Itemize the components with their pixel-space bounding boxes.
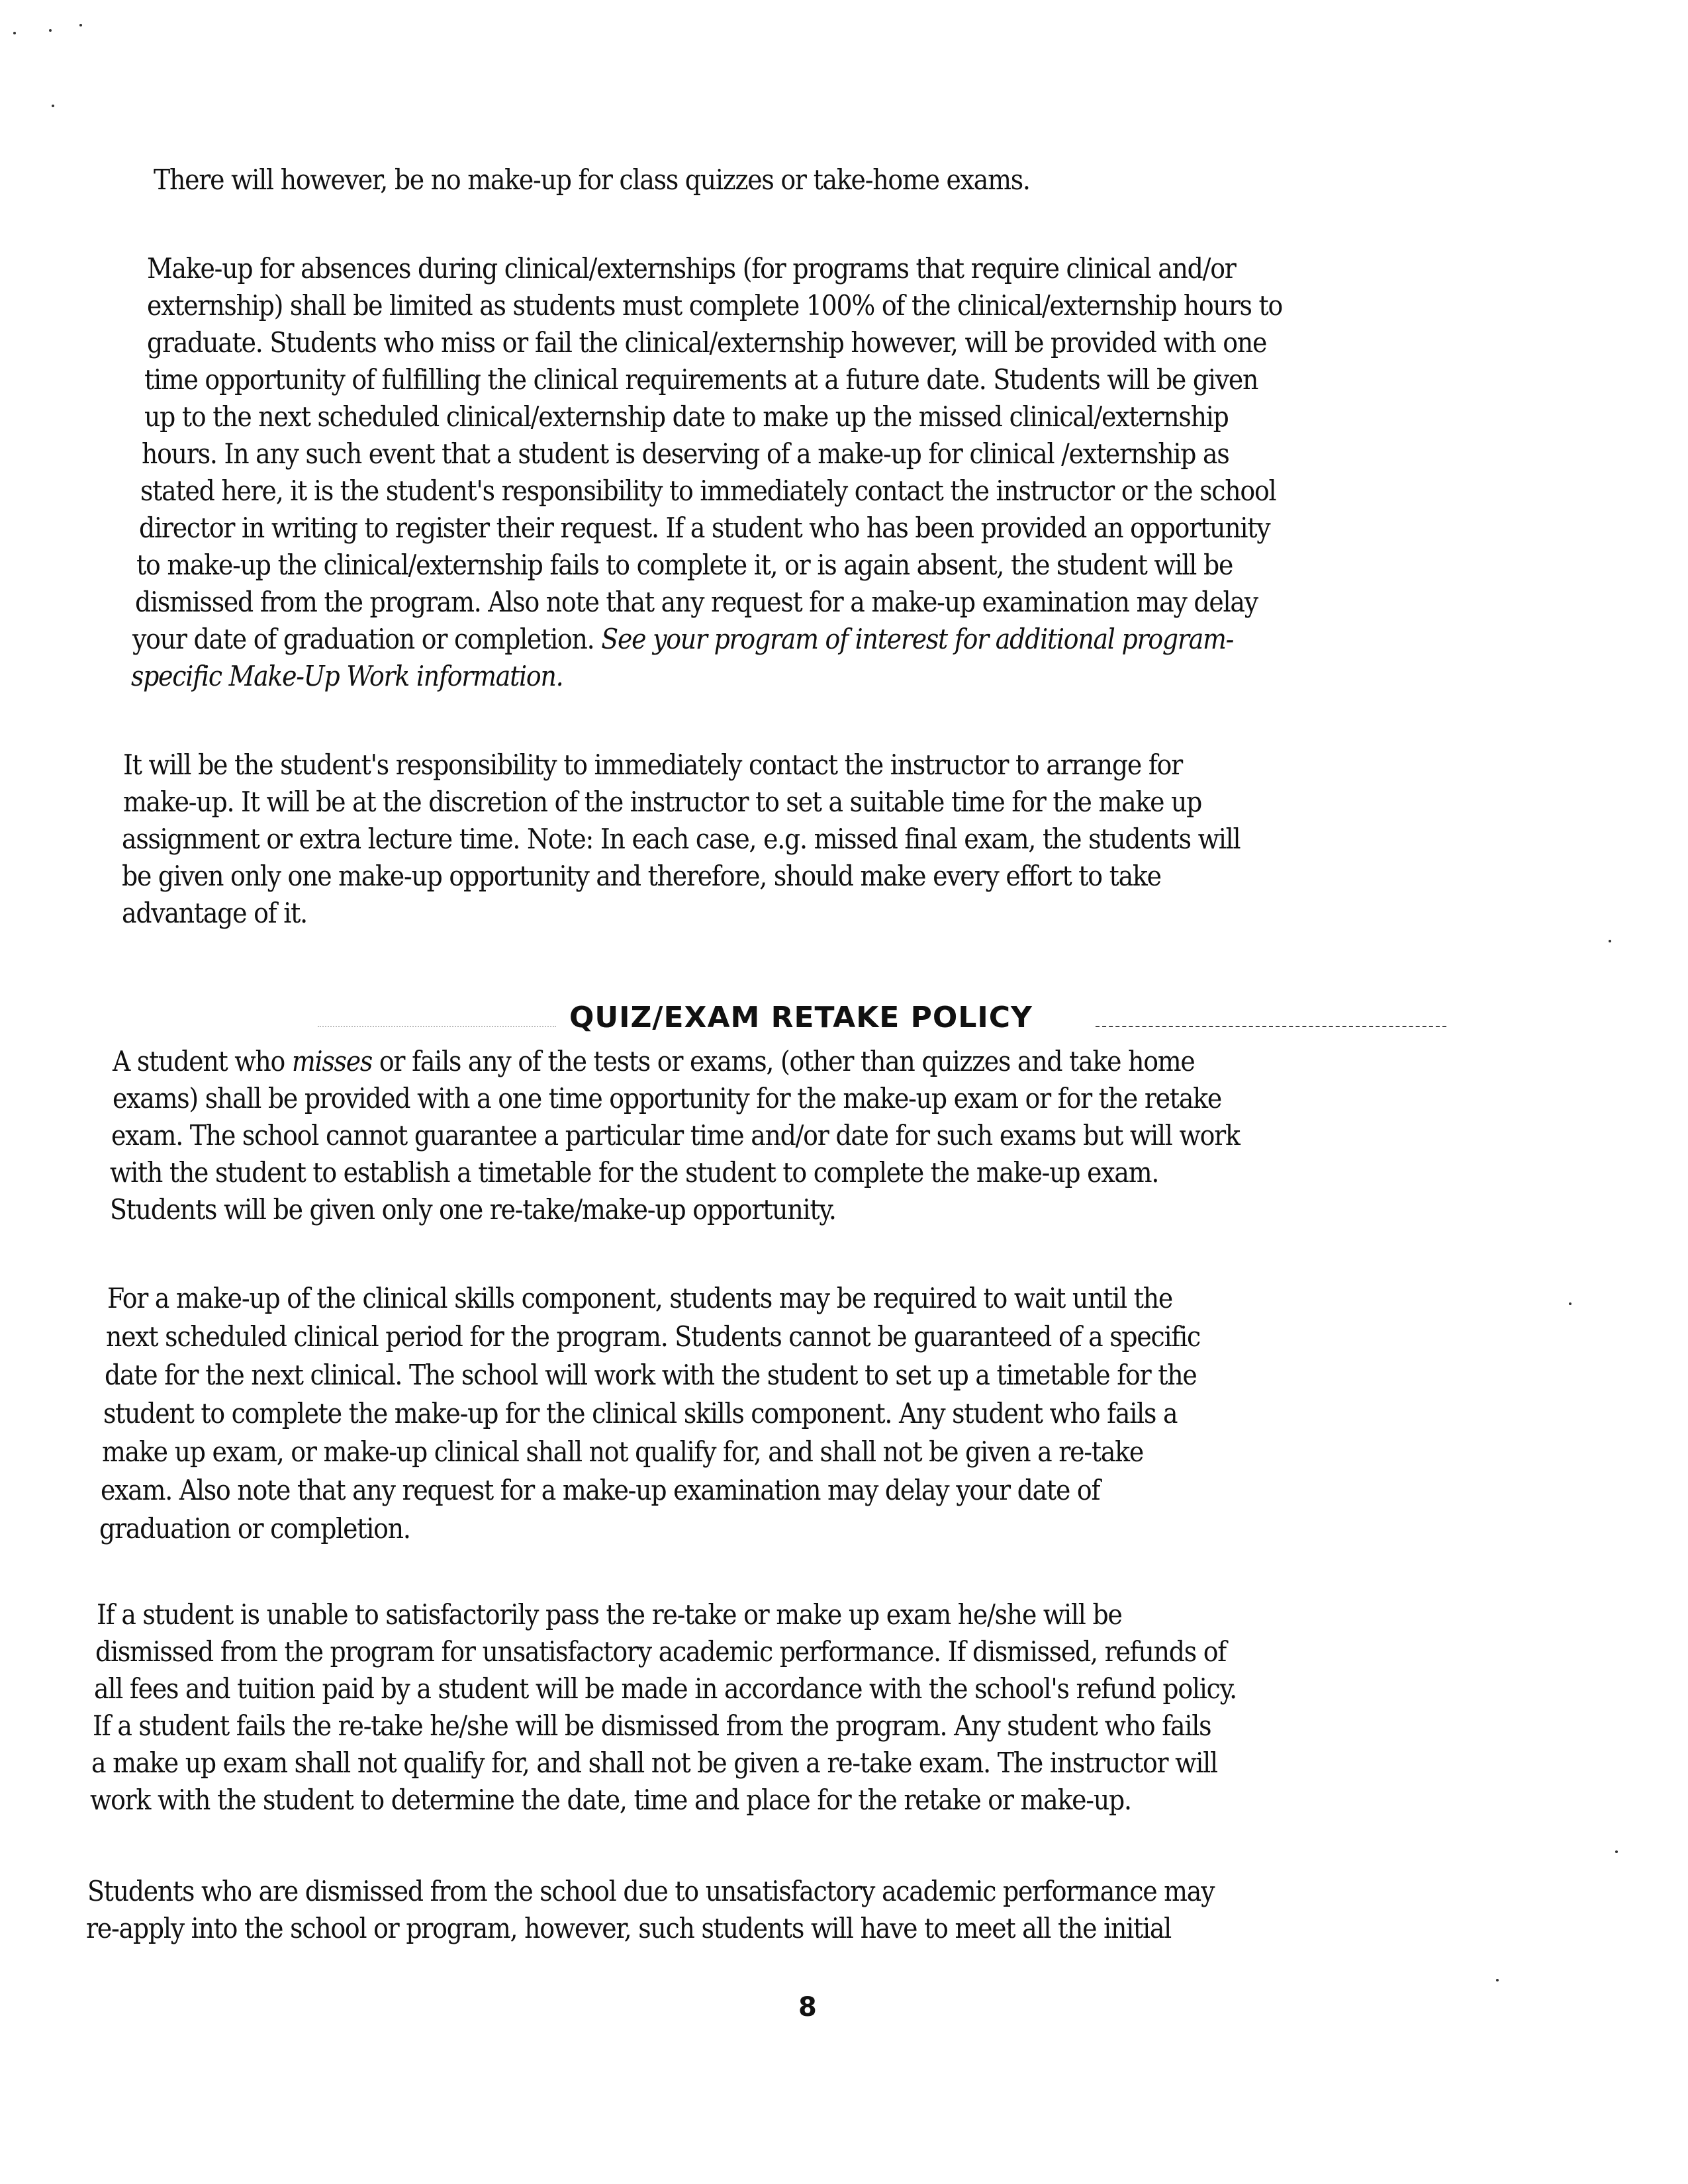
emphasis-text: misses — [291, 1045, 373, 1077]
paragraph-line: make-up. It will be at the discretion of the instructor to set a suitable time for the make up — [123, 786, 1202, 818]
italic-note: specific Make-Up Work information. — [131, 660, 563, 692]
paragraph-line: hours. In any such event that a student is deserving of a make-up for clinical /externship as — [142, 437, 1229, 470]
paragraph-line — [113, 1043, 1195, 1080]
paragraph-line: If a student is unable to satisfactorily pass the re-take or make up exam he/she will be — [97, 1598, 1122, 1631]
paragraph-line: time opportunity of fulfilling the clinical requirements at a future date. Students will be given — [144, 363, 1258, 396]
scan-speck — [1609, 940, 1611, 942]
heading-rule — [1096, 1026, 1446, 1027]
paragraph-line: be given only one make-up opportunity and therefore, should make every effort to take — [122, 860, 1161, 892]
paragraph-line: student to complete the make-up for the clinical skills component. Any student who fails a — [103, 1397, 1178, 1430]
paragraph-line: to make-up the clinical/externship fails to complete it, or is again absent, the student will be — [136, 549, 1233, 581]
paragraph-line: date for the next clinical. The school will work with the student to set up a timetable for the — [105, 1359, 1197, 1391]
paragraph-line: There will however, be no make-up for class quizzes or take-home exams. — [154, 163, 1030, 196]
paragraph-line — [132, 621, 1233, 658]
paragraph-line: next scheduled clinical period for the program. Students cannot be guaranteed of a specific — [106, 1320, 1200, 1353]
italic-note: See your program of interest for additional program- — [601, 623, 1234, 655]
paragraph-line: externship) shall be limited as students must complete 100% of the clinical/externship hours to — [147, 289, 1283, 322]
paragraph-line: For a make-up of the clinical skills component, students may be required to wait until the — [107, 1282, 1173, 1314]
paragraph-line: re-apply into the school or program, however, such students will have to meet all the initial — [86, 1912, 1172, 1944]
paragraph-line: up to the next scheduled clinical/externship date to make up the missed clinical/externship — [144, 400, 1229, 433]
paragraph-line: exam. The school cannot guarantee a particular time and/or date for such exams but will work — [111, 1119, 1240, 1152]
paragraph-line: make up exam, or make-up clinical shall not qualify for, and shall not be given a re-take — [102, 1435, 1143, 1468]
paragraph-line: exams) shall be provided with a one time opportunity for the make-up exam or for the retake — [113, 1082, 1222, 1115]
paragraph-line: dismissed from the program for unsatisfactory academic performance. If dismissed, refunds of — [95, 1635, 1227, 1668]
paragraph-line — [131, 658, 563, 695]
paragraph-line: dismissed from the program. Also note that any request for a make-up examination may delay — [135, 586, 1258, 618]
paragraph-line: assignment or extra lecture time. Note: In each case, e.g. missed final exam, the students will — [122, 823, 1241, 855]
paragraph-line: Students who are dismissed from the school due to unsatisfactory academic performance may — [87, 1875, 1215, 1907]
paragraph-line: exam. Also note that any request for a make-up examination may delay your date of — [101, 1474, 1100, 1506]
paragraph-line: If a student fails the re-take he/she will be dismissed from the program. Any student who fails — [93, 1709, 1211, 1742]
paragraph-line: all fees and tuition paid by a student will be made in accordance with the school's refund policy. — [94, 1672, 1237, 1705]
paragraph-line: graduation or completion. — [99, 1512, 410, 1545]
scan-speck — [49, 29, 52, 32]
scan-speck — [79, 24, 82, 26]
paragraph-line: advantage of it. — [122, 897, 307, 929]
paragraph-line: Make-up for absences during clinical/externships (for programs that require clinical and/or — [147, 252, 1236, 285]
paragraph-line: It will be the student's responsibility to immediately contact the instructor to arrange for — [123, 749, 1183, 781]
paragraph-line: Students will be given only one re-take/make-up opportunity. — [110, 1193, 836, 1226]
paragraph-line: director in writing to register their request. If a student who has been provided an opportunity — [139, 512, 1270, 544]
paragraph-line: stated here, it is the student's responsibility to immediately contact the instructor or the school — [140, 475, 1276, 507]
line-text: A student who — [113, 1045, 292, 1077]
paragraph-line: a make up exam shall not qualify for, and shall not be given a re-take exam. The instructor will — [91, 1747, 1217, 1779]
section-heading: QUIZ/EXAM RETAKE POLICY — [569, 1001, 1033, 1034]
line-text: your date of graduation or completion. — [132, 623, 602, 655]
scan-speck — [1496, 1979, 1499, 1981]
paragraph-line: with the student to establish a timetable for the student to complete the make-up exam. — [110, 1156, 1159, 1189]
page-number: 8 — [798, 1992, 817, 2023]
heading-leader-dots — [318, 1026, 556, 1027]
scan-speck — [52, 105, 54, 107]
paragraph-line: work with the student to determine the date, time and place for the retake or make-up. — [90, 1784, 1131, 1816]
paragraph-line: graduate. Students who miss or fail the clinical/externship however, will be provided with one — [147, 326, 1267, 359]
scan-speck — [13, 32, 16, 34]
scan-speck — [1569, 1302, 1571, 1305]
line-text: or fails any of the tests or exams, (other than quizzes and take home — [372, 1045, 1195, 1077]
scan-speck — [1615, 1850, 1618, 1853]
